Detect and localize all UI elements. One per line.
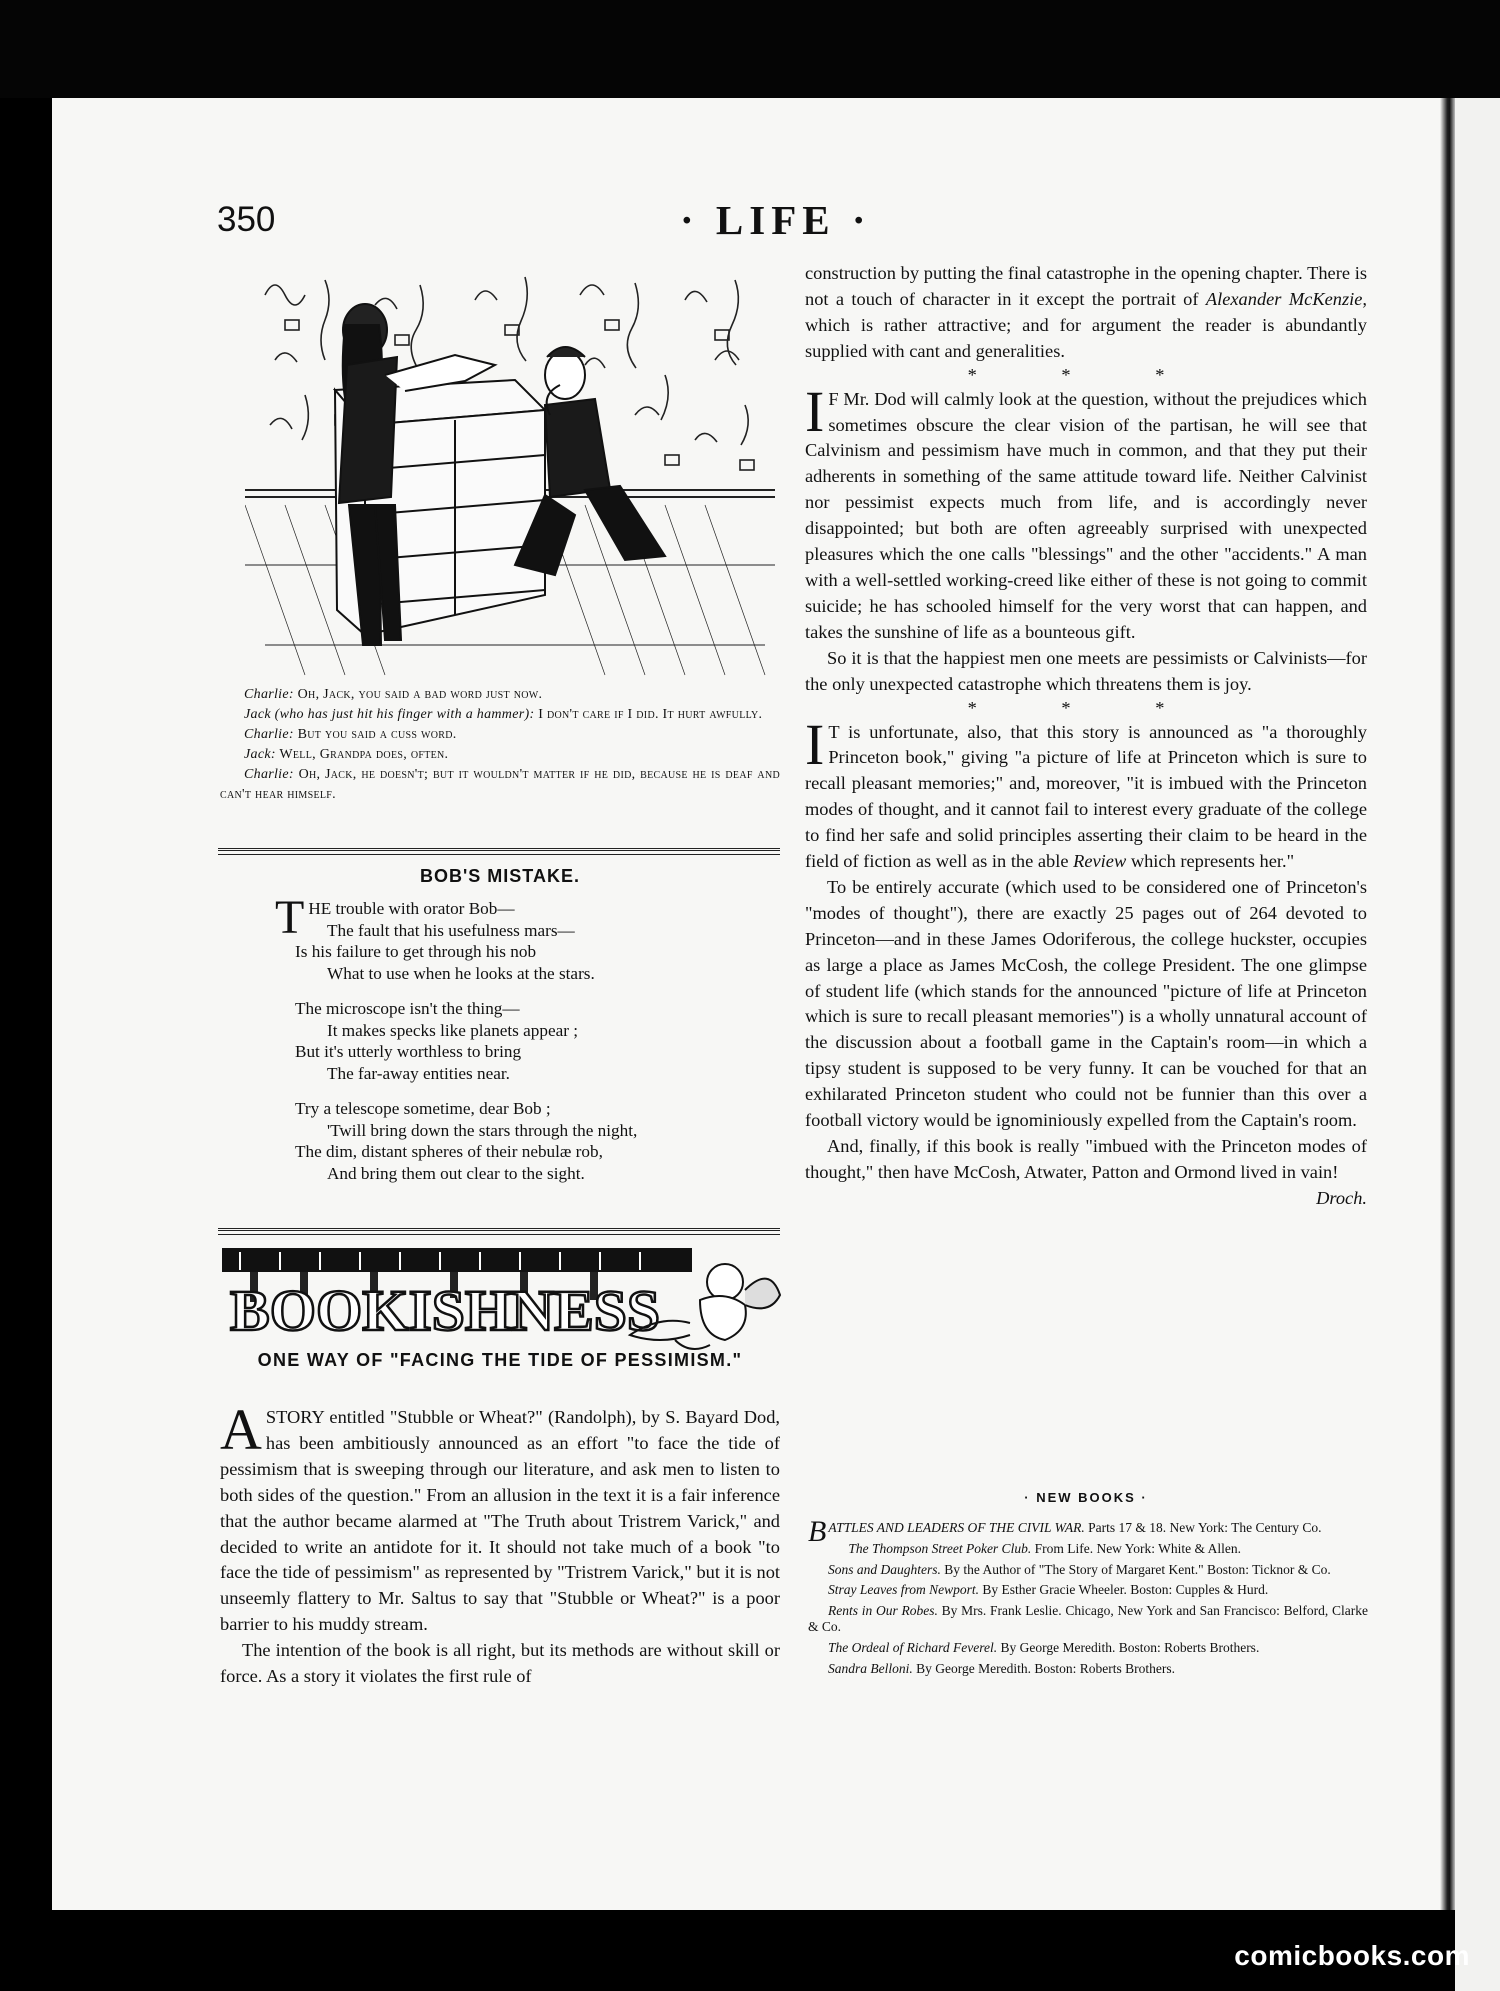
banner-lettering: BOOKISHNESS: [230, 1278, 660, 1343]
watermark: comicbooks.com: [1234, 1940, 1470, 1971]
poem-line: Is his failure to get through his nob: [295, 942, 537, 961]
article-paragraph: I T is unfortunate, also, that this story is announced as "a thoroughly Princeton book," giving "a picture of life at Princeton which is sure to recall pleasant memories;" and, moreover, "it is imbued with the Princeton modes of thought, and it cannot fail to interest every graduate of the college to find her safe and solid principles asserting their claim to be heard in the field of fiction as well as in the able Review which represents her.": [805, 711, 1367, 872]
book-entry: Sons and Daughters. By the Author of "The Story of Margaret Kent." Boston: Ticknor & Co.: [828, 1561, 1331, 1577]
book-entry: The Thompson Street Poker Club. From Life. New York: White & Allen.: [848, 1540, 1241, 1556]
poem-line: The far-away entities near.: [327, 1063, 510, 1083]
poem-line: And bring them out clear to the sight.: [327, 1163, 585, 1183]
article-paragraph: The intention of the book is all right, but its methods are without skill or force. As a story it violates the first rule of: [220, 1640, 780, 1687]
poem-line: The fault that his usefulness mars—: [327, 920, 575, 940]
article-paragraph: I F Mr. Dod will calmly look at the question, without the prejudices which sometimes obscure the clear vision of the partisan, he will see that Calvinism and pessimism have much in common, and that they put their adherents in something of the same attitude toward life. Neither Calvinist nor pessimist expects much from life, and is accordingly never disappointed; but both are often agreeably surprised with unexpected pleasures which the one calls "blessings" and the other "accidents." A man with a well-settled working-creed like either of these is not going to commit suicide; he has schooled himself for the very worst that can happen, and takes the sunshine of life as a bounteous gift.: [805, 378, 1367, 642]
book-entry: Stray Leaves from Newport. By Esther Gracie Wheeler. Boston: Cupples & Hurd.: [828, 1582, 1269, 1598]
new-books-heading: · NEW BOOKS ·: [1024, 1490, 1148, 1505]
page-gutter: [1440, 98, 1456, 1991]
caption-line-1: Charlie: Oh, Jack, you said a bad word just now.: [244, 687, 543, 702]
new-books-list: [808, 1515, 1369, 1681]
poem-line: The microscope isn't the thing—: [295, 999, 520, 1018]
caption-line-5: Charlie: Oh, Jack, he doesn't; but it wouldn't matter if he did, because he is deaf and can't hear himself.: [220, 767, 780, 802]
drop-cap: I: [805, 378, 825, 444]
drop-cap: A: [220, 1397, 262, 1462]
book-entry: Rents in Our Robes. By Mrs. Frank Leslie. Chicago, New York and San Francisco: Belford, Clarke & Co.: [808, 1603, 1369, 1634]
poem-line: Try a telescope sometime, dear Bob ;: [295, 1099, 551, 1118]
poem-line: But it's utterly worthless to bring: [295, 1042, 522, 1061]
poem-line: It makes specks like planets appear ;: [327, 1020, 579, 1040]
article-paragraph: And, finally, if this book is really "imbued with the Princeton modes of thought," then have McCosh, Atwater, Patton and Ormond lived in vain! Droch.: [805, 1134, 1367, 1186]
drop-cap: I: [805, 711, 825, 777]
book-entry: BATTLES AND LEADERS OF THE CIVIL WAR. Parts 17 & 18. New York: The Century Co.: [808, 1515, 1322, 1548]
poem-line: THE trouble with orator Bob—: [275, 891, 515, 944]
caption-line-4: Jack: Well, Grandpa does, often.: [244, 747, 449, 762]
caption-line-2: Jack (who has just hit his finger with a hammer): I don't care if I did. It hurt awfully.: [244, 707, 763, 722]
article-column-right: [805, 261, 1367, 1212]
article-paragraph: construction by putting the final catastrophe in the opening chapter. There is not a touch of character in it except the portrait of Alexander McKenzie, which is rather attractive; and for argument the reader is abundantly supplied with cant and generalities.: [805, 263, 1367, 361]
article-column-left: [220, 1397, 780, 1690]
poem-line: The dim, distant spheres of their nebulæ rob,: [295, 1142, 603, 1161]
cartoon-caption: [220, 685, 780, 805]
article-title: ONE WAY OF "FACING THE TIDE OF PESSIMISM.": [257, 1350, 743, 1370]
book-entry: Sandra Belloni. By George Meredith. Boston: Roberts Brothers.: [828, 1660, 1175, 1676]
article-paragraph: To be entirely accurate (which used to be considered one of Princeton's "modes of thought"), there are exactly 25 pages out of 264 devoted to Princeton—and in these James Odoriferous, the college huckster, occupies as large a place as James McCosh, the college President. The one glimpse of student life (which stands for the announced "picture of life at Princeton which is sure to recall pleasant memories") is a wholly unnatural account of the discussion about a football game in the Captain's room—in which a tipsy student is supposed to be very funny. It can be vouched for that an exhilarated Princeton student who could not be funnier than this over a football victory would be ignominiously expelled from the Captain's room.: [805, 876, 1367, 1131]
book-entry: The Ordeal of Richard Feverel. By George Meredith. Boston: Roberts Brothers.: [828, 1639, 1260, 1655]
page-number: 350: [217, 200, 276, 239]
article-paragraph: So it is that the happiest men one meets are pessimists or Calvinists—for the only unexpected catastrophe which threatens them is joy.: [805, 647, 1367, 694]
adjacent-page-edge: [1455, 98, 1500, 1991]
article-paragraph: A STORY entitled "Stubble or Wheat?" (Randolph), by S. Bayard Dod, has been ambitiously announced as an effort "to face the tide of pessimism that is sweeping through our literature, and ask men to listen to both sides of the question." From an allusion in the text it is a fair inference that the author became alarmed at "The Truth about Tristrem Varick," and decided to write an antidote for it. It should not take much of a book "to face the tide of pessimism" as represented by "Tristrem Varick," but it is not unseemly flattery to Mr. Saltus to say that "Stubble or Wheat?" is a poor barrier to his muddy stream.: [220, 1397, 780, 1635]
signature: Droch.: [1316, 1187, 1367, 1208]
scan-border-top: [0, 0, 1500, 98]
masthead: · LIFE ·: [680, 197, 872, 243]
section-stars: * * *: [967, 697, 1205, 718]
section-divider: [218, 1228, 780, 1235]
caption-line-3: Charlie: But you said a cuss word.: [244, 727, 457, 742]
section-divider: [218, 848, 780, 855]
drop-cap: T: [275, 891, 305, 944]
poem-line: 'Twill bring down the stars through the night,: [327, 1120, 638, 1140]
poem-title: BOB'S MISTAKE.: [420, 866, 580, 886]
poem-line: What to use when he looks at the stars.: [327, 963, 595, 983]
poem-body: [275, 891, 765, 1184]
bookishness-banner: [220, 1240, 785, 1355]
cartoon-illustration: [245, 265, 775, 680]
section-stars: * * *: [967, 364, 1205, 385]
